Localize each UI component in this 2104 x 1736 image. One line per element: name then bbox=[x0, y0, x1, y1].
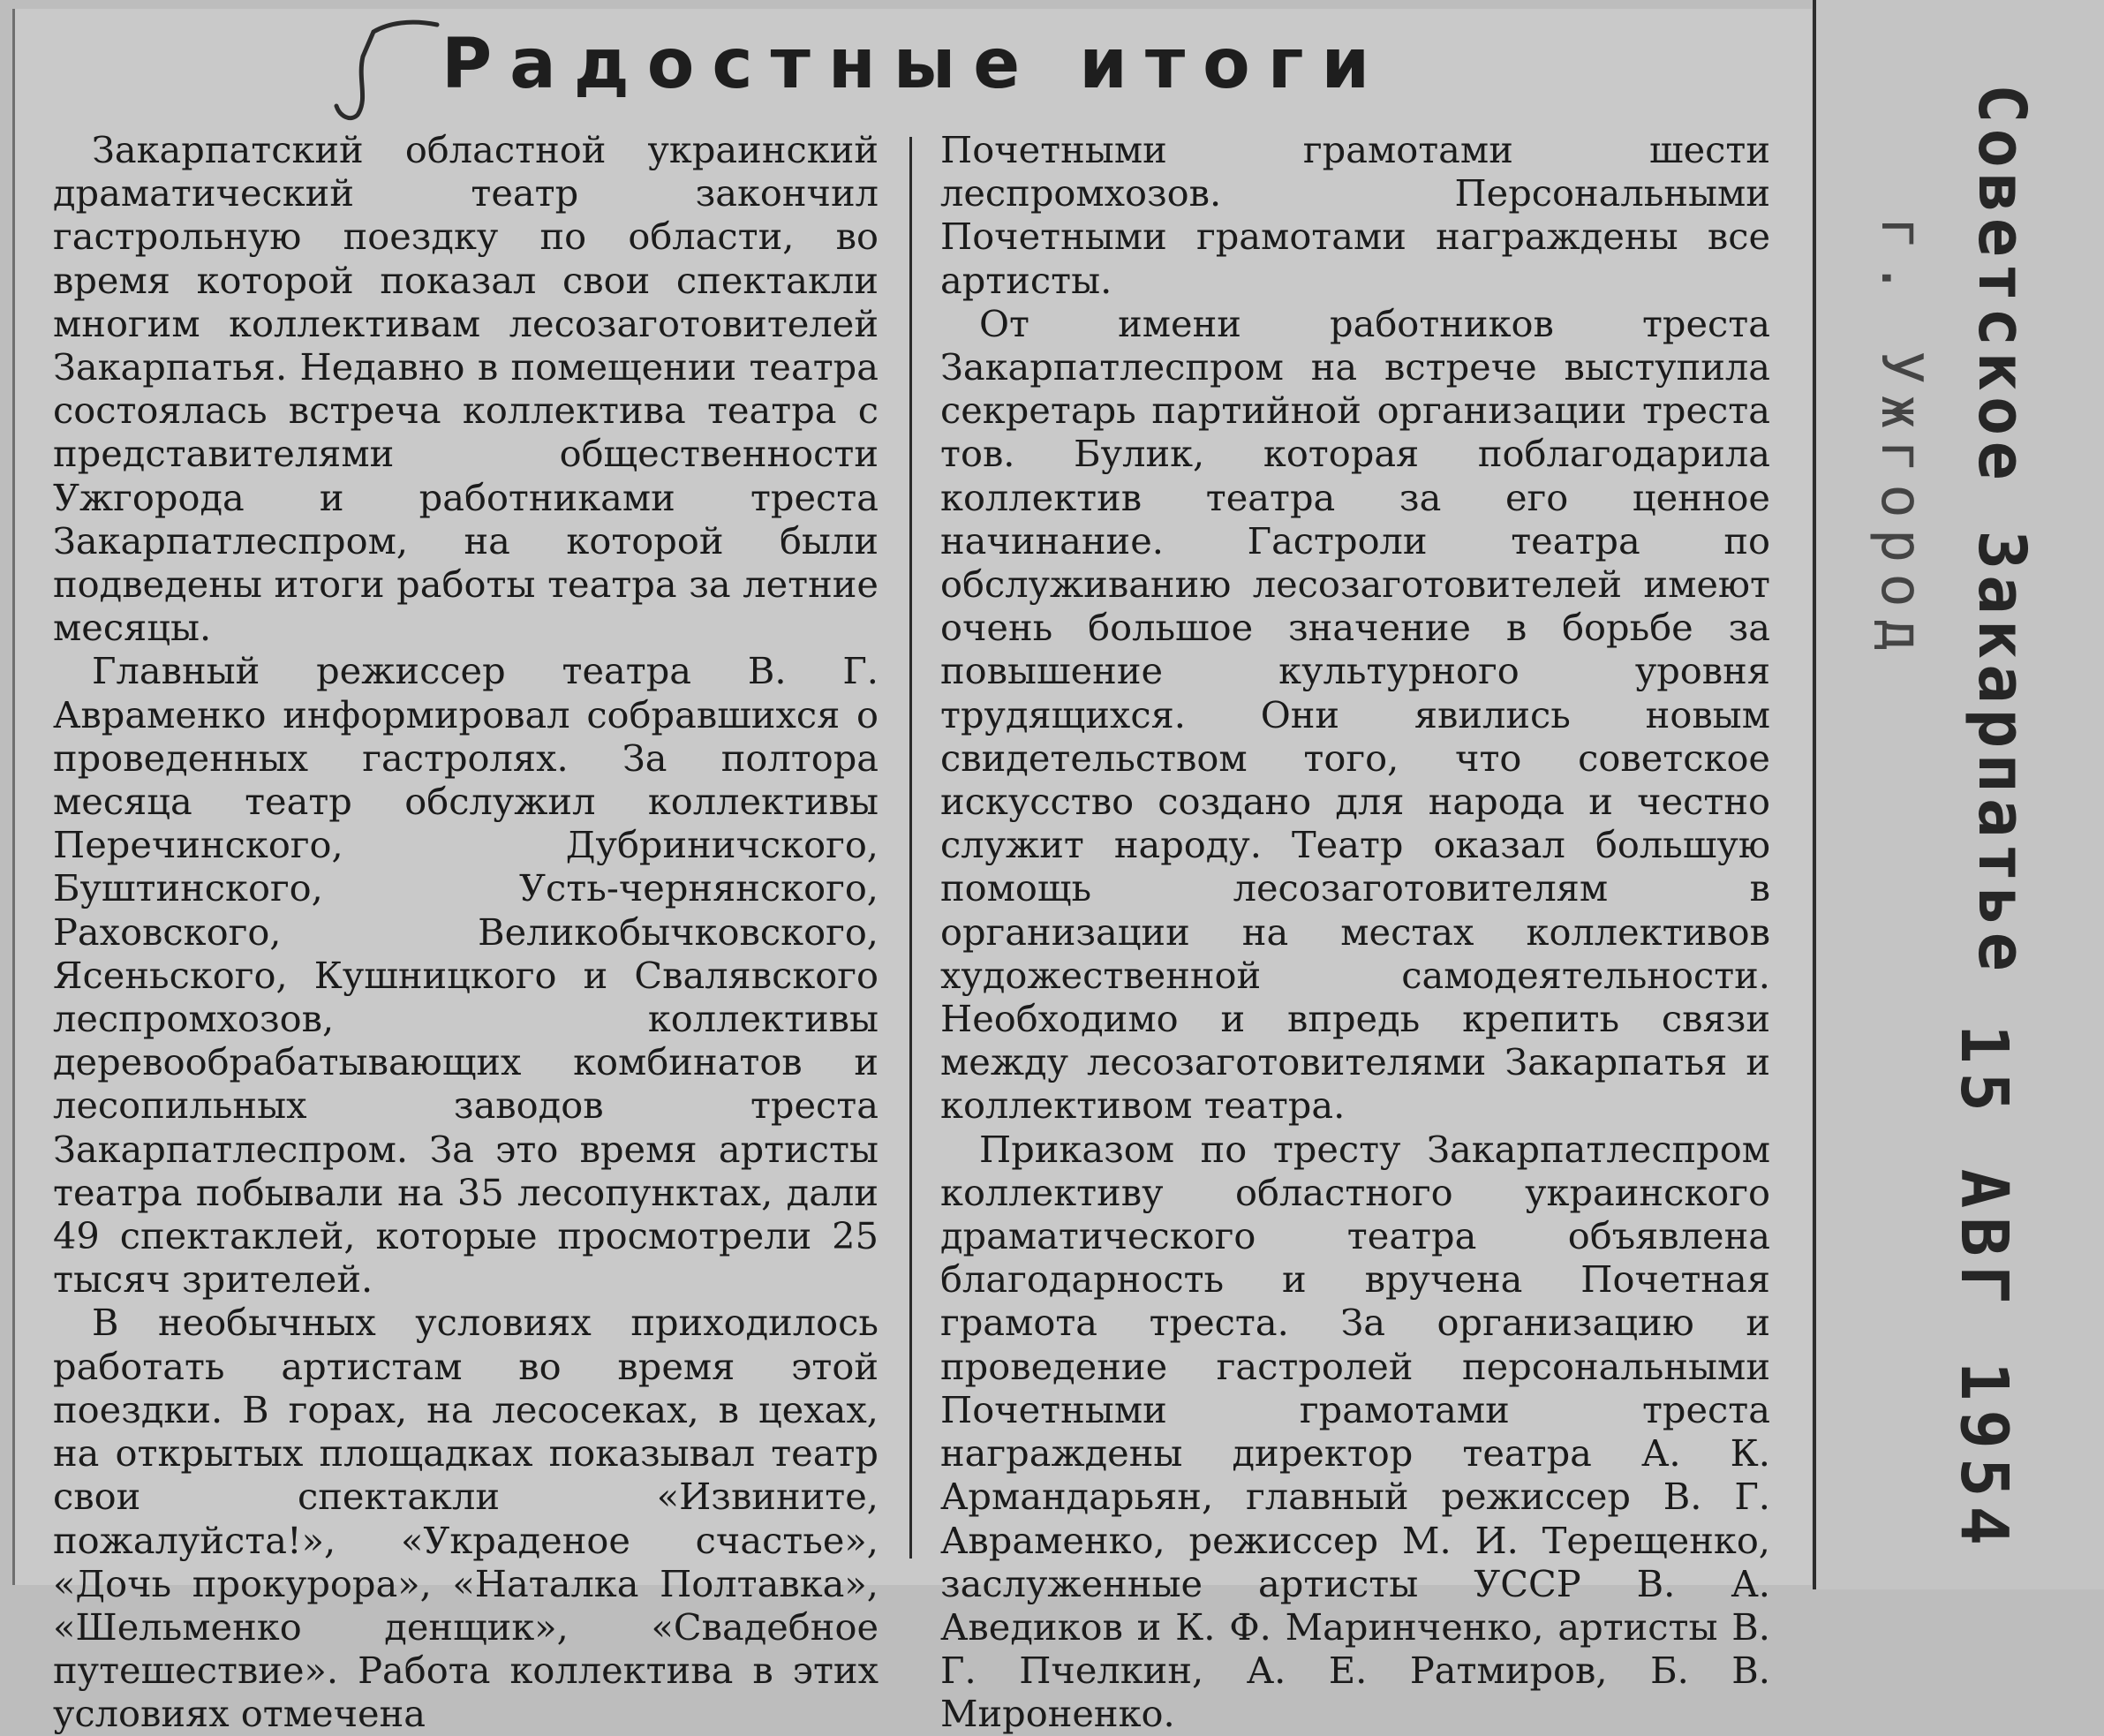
paragraph: От имени работников треста Закарпатлеспром на встрече выступила секретарь партийной организации треста тов. Булик, которая поблагодарила коллектив театра за его ценное начинание. Гастроли театра по обслуживанию лесозаготовителей имеют очень большое значение в борьбе за повышение культурного уровня трудящихся. Они явились новым свидетельством того, что советское искусство создано для народа и честно служит народу. Театр оказал большую помощь лесозаготовителям в организации на местах коллективов художественной самодеятельности. Необходимо и впредь крепить связи между лесозаготовителями Закарпатья и коллективом театра. bbox=[940, 301, 1770, 1128]
handwritten-mark bbox=[305, 18, 446, 124]
stamp-date: 15 АВГ 1954 bbox=[1946, 1024, 2022, 1555]
paragraph: Приказом по тресту Закарпатлеспром коллективу областного украинского драматического театра объявлена благодарность и вручена Почетная грамота треста. За организацию и проведение гастролей персональными Почетными грамотами треста награждены директор театра А. К. Армандарьян, главный режиссер В. Г. Авраменко, режиссер М. И. Терещенко, заслуженные артисты УССР В. А. Аведиков и К. Ф. Маринченко, артисты В. Г. Пчелкин, А. Е. Ратмиров, Б. В. Мироненко. bbox=[940, 1127, 1770, 1736]
article-column-1 bbox=[53, 128, 879, 1736]
paragraph: Главный режиссер театра В. Г. Авраменко информировал собравшихся о проведенных гастролях. За полтора месяца театр обслужил коллективы Перечинского, Дубриничского, Буштинского, Усть-чернянского, Раховского, Великобычковского, Ясеньского, Кушницкого и Свалявского леспромхозов, коллективы деревообрабатывающих комбинатов и лесопильных заводов треста Закарпатлеспром. За это время артисты театра побывали на 35 лесопунктах, дали 49 спектаклей, которые просмотрели 25 тысяч зрителей. bbox=[53, 649, 879, 1302]
article-headline: Радостные итоги bbox=[441, 25, 1388, 104]
paragraph: Почетными грамотами шести леспромхозов. Персональными Почетными грамотами награждены все артисты. bbox=[940, 128, 1770, 302]
article-column-2 bbox=[940, 128, 1770, 1736]
stamp-city: г. Ужгород bbox=[1868, 216, 1934, 663]
column-divider bbox=[909, 137, 912, 1559]
stamp-newspaper-name: Советское Закарпатье bbox=[1964, 84, 2040, 977]
paragraph: В необычных условиях приходилось работать артистам во время этой поездки. В горах, на лесосеках, в цехах, на открытых площадках показывал театр свои спектакли «Извините, пожалуйста!», «Украденое счастье», «Дочь прокурора», «Наталка Полтавка», «Шельменко денщик», «Свадебное путешествие». Работа коллектива в этих условиях отмечена bbox=[53, 1301, 879, 1736]
paragraph: Закарпатский областной украинский драматический театр закончил гастрольную поездку по области, во время которой показал свои спектакли многим коллективам лесозаготовителей Закарпатья. Недавно в помещении театра состоялась встреча коллектива театра с представителями общественности Ужгорода и работниками треста Закарпатлеспром, на которой были подведены итоги работы театра за летние месяцы. bbox=[53, 128, 879, 650]
